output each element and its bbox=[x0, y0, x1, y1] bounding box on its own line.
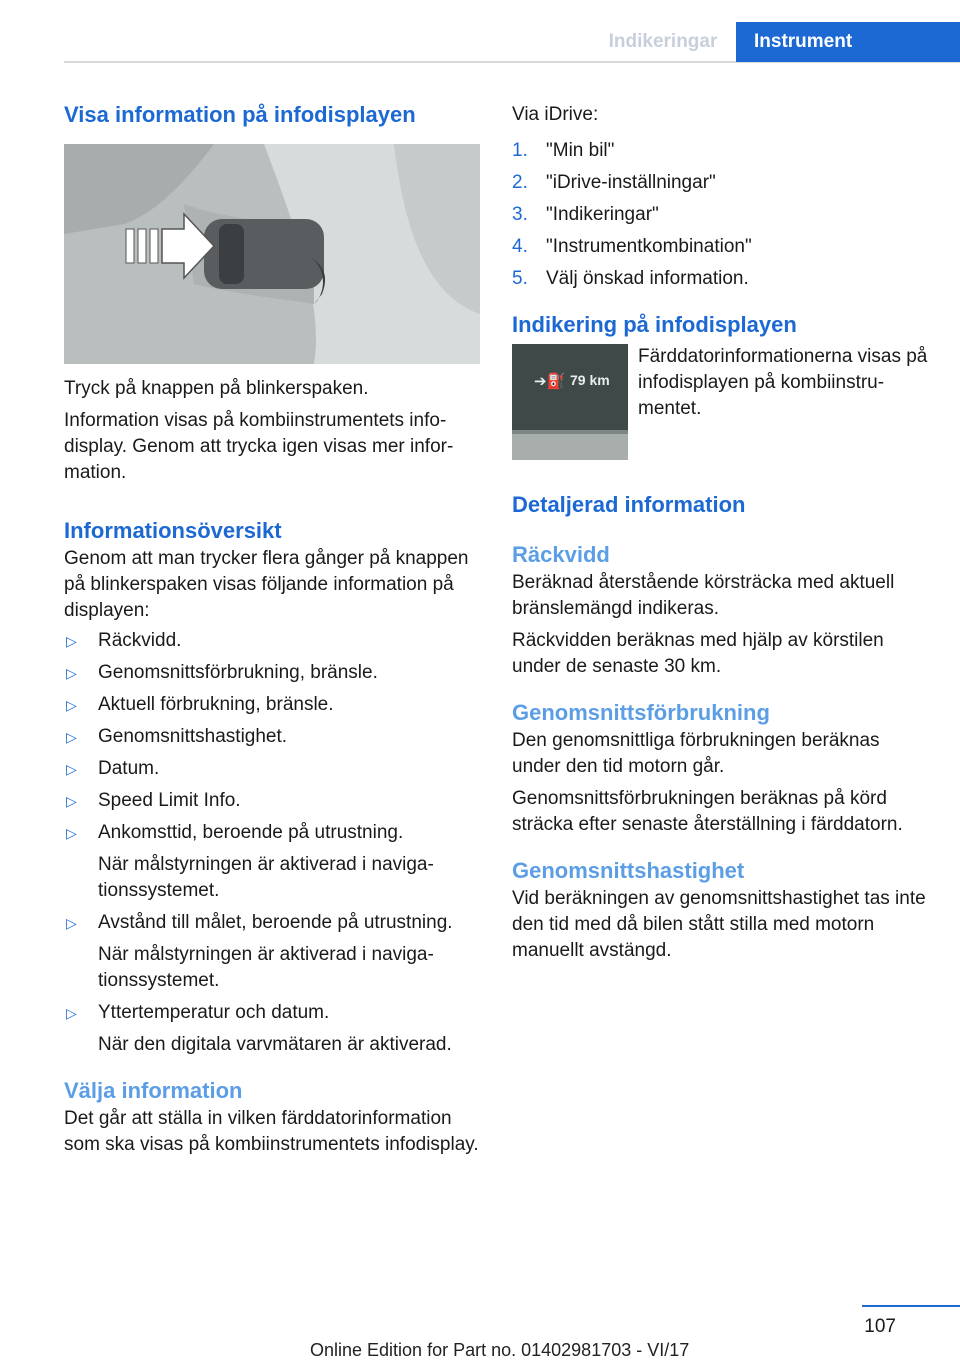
list-item-note: När målstyrningen är aktiverad i navigationssystemet. bbox=[98, 854, 434, 901]
list-item: 4. "Instrumentkombination" bbox=[512, 236, 752, 257]
range-paragraph-2: Räckvidden beräknas med hjälp av körstilen under de senaste 30 km. bbox=[512, 630, 884, 677]
indication-block bbox=[512, 344, 932, 460]
avg-speed-paragraph: Vid beräkningen av genomsnittshastighet tas inte den tid med då bilen stått stilla med motorn manuellt avstängd. bbox=[512, 888, 926, 961]
triangle-bullet-icon: ▷ bbox=[66, 665, 77, 681]
triangle-bullet-icon: ▷ bbox=[66, 761, 77, 777]
list-item: 1. "Min bil" bbox=[512, 140, 615, 161]
lever-illustration-icon bbox=[64, 144, 480, 364]
list-item: ▷ Genomsnittsförbrukning, bränsle. bbox=[64, 660, 484, 686]
indication-paragraph: Färddatorinformationerna visas på infodisplayen på kombiinstrumentet. bbox=[638, 346, 928, 419]
triangle-bullet-icon: ▷ bbox=[66, 1005, 77, 1021]
section-title-select-info: Välja information bbox=[64, 1078, 243, 1103]
section-title-overview: Informationsöversikt bbox=[64, 518, 282, 543]
list-item: ▷ Genomsnittshastighet. bbox=[64, 724, 484, 750]
via-idrive-label: Via iDrive: bbox=[512, 104, 599, 125]
list-item: 3. "Indikeringar" bbox=[512, 204, 659, 225]
range-readout: 79 km bbox=[570, 372, 610, 388]
section-title-indication: Indikering på infodisplayen bbox=[512, 312, 797, 337]
photo-caption: Tryck på knappen på blinkerspaken. bbox=[64, 378, 369, 399]
list-item: ▷ Aktuell förbrukning, bränsle. bbox=[64, 692, 484, 718]
triangle-bullet-icon: ▷ bbox=[66, 915, 77, 931]
overview-list bbox=[64, 628, 484, 1058]
list-item-note: När den digitala varvmätaren är aktiverad. bbox=[98, 1034, 452, 1055]
header-section-tab[interactable]: Indikeringar bbox=[608, 31, 718, 52]
list-item: ▷ Datum. bbox=[64, 756, 484, 782]
idrive-steps bbox=[512, 138, 932, 292]
turn-signal-lever-photo bbox=[64, 144, 480, 364]
list-item: ▷ Avstånd till målet, beroende på utrustning. När målstyrningen är aktiverad i navigationssystemet. bbox=[64, 910, 484, 994]
footer-rule bbox=[862, 1305, 960, 1307]
avg-consumption-paragraph-1: Den genomsnittliga förbrukningen beräknas under den tid motorn går. bbox=[512, 730, 880, 777]
triangle-bullet-icon: ▷ bbox=[66, 793, 77, 809]
triangle-bullet-icon: ▷ bbox=[66, 825, 77, 841]
range-paragraph-1: Beräknad återstående körsträcka med aktuell bränslemängd indikeras. bbox=[512, 572, 895, 619]
triangle-bullet-icon: ▷ bbox=[66, 633, 77, 649]
section-title-detail: Detaljerad information bbox=[512, 492, 746, 517]
left-column bbox=[64, 100, 484, 1158]
section-title-avg-speed: Genomsnittshastighet bbox=[512, 858, 745, 883]
header-chapter-tab[interactable]: Instrument bbox=[736, 22, 960, 62]
section-title-show-info: Visa information på infodisplayen bbox=[64, 102, 416, 127]
section-title-avg-consumption: Genomsnittsförbrukning bbox=[512, 700, 770, 725]
page-number: 107 bbox=[864, 1316, 896, 1337]
triangle-bullet-icon: ▷ bbox=[66, 697, 77, 713]
info-paragraph: Information visas på kombiinstrumentets infodisplay. Genom att trycka igen visas mer information. bbox=[64, 410, 454, 483]
triangle-bullet-icon: ▷ bbox=[66, 729, 77, 745]
avg-consumption-paragraph-2: Genomsnittsförbrukningen beräknas på körd sträcka efter senaste återställning i färddatorn. bbox=[512, 788, 903, 835]
fuel-pump-icon: ➔⛽ bbox=[534, 372, 566, 390]
right-column bbox=[512, 100, 932, 964]
select-info-paragraph: Det går att ställa in vilken färddatorinformation som ska visas på kombiinstrumentets infodisplay. bbox=[64, 1108, 479, 1155]
list-item: ▷ Ankomsttid, beroende på utrustning. När målstyrningen är aktiverad i navigationssystemet. bbox=[64, 820, 484, 904]
section-title-range: Räckvidd bbox=[512, 542, 610, 567]
list-item: 2. "iDrive-inställningar" bbox=[512, 172, 716, 193]
infodisplay-image bbox=[512, 344, 628, 460]
edition-note: Online Edition for Part no. 01402981703 - VI/17 bbox=[310, 1340, 690, 1360]
list-item: 5. Välj önskad information. bbox=[512, 268, 749, 289]
list-item: ▷ Räckvidd. bbox=[64, 628, 484, 654]
overview-paragraph: Genom att man trycker flera gånger på knappen på blinkerspaken visas följande information på displayen: bbox=[64, 548, 469, 621]
list-item: ▷ Yttertemperatur och datum. När den digitala varvmätaren är aktiverad. bbox=[64, 1000, 484, 1058]
list-item-note: När målstyrningen är aktiverad i navigationssystemet. bbox=[98, 944, 434, 991]
list-item: ▷ Speed Limit Info. bbox=[64, 788, 484, 814]
